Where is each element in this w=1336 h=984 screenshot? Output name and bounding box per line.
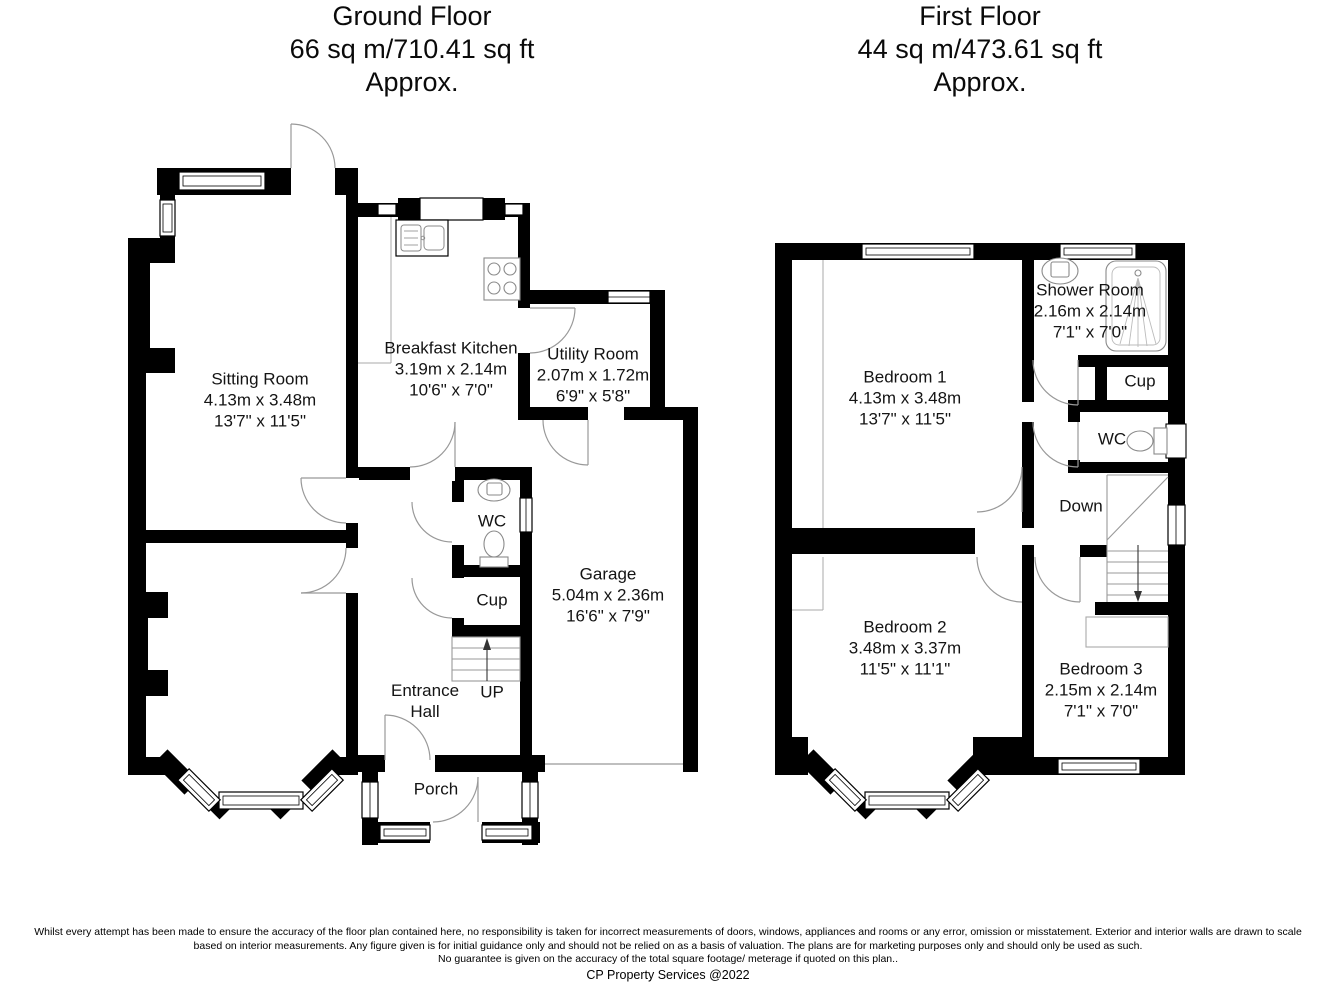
room-label-ground-cup: Cup [476, 590, 508, 610]
ground-floor-plan [128, 124, 698, 845]
room-label-breakfast-kitchen: Breakfast Kitchen 3.19m x 2.14m 10'6" x 7'0" [384, 338, 518, 400]
first-floor-title-name: First Floor [919, 1, 1041, 31]
room-label-up: UP [480, 682, 504, 702]
room-label-first-cup: Cup [1124, 371, 1156, 391]
disclaimer-footer [0, 926, 1336, 983]
room-label-garage: Garage 5.04m x 2.36m 16'6" x 7'9" [551, 564, 665, 626]
first-floor-area: 44 sq m/473.61 sq ft [857, 34, 1103, 64]
room-label-bedroom-2: Bedroom 2 3.48m x 3.37m 11'5" x 11'1" [848, 617, 962, 679]
room-label-ground-wc: WC [477, 511, 507, 531]
ground-floor-area: 66 sq m/710.41 sq ft [289, 34, 535, 64]
ground-walls [128, 168, 698, 845]
first-wc-fixtures [1127, 424, 1186, 458]
room-label-utility-room: Utility Room 2.07m x 1.72m 6'9" x 5'8" [536, 344, 650, 406]
room-label-first-wc: WC [1097, 429, 1127, 449]
room-label-bedroom-1: Bedroom 1 4.13m x 3.48m 13'7" x 11'5" [848, 367, 962, 429]
ground-floor-title-name: Ground Floor [332, 1, 492, 31]
first-floor-approx: Approx. [933, 67, 1027, 97]
disclaimer-line-1: Whilst every attempt has been made to ensure the accuracy of the floor plan contained here, no responsibility is taken for incorrect measurements of doors, windows, appliances and rooms or any error, omission or misstatement. Exterior and interior walls are drawn to scale [34, 926, 1302, 938]
stairs-up [452, 637, 520, 681]
first-detail-lines [792, 260, 823, 610]
kitchen-sink [396, 198, 505, 256]
kitchen-hob [484, 258, 520, 300]
ground-floor-approx: Approx. [365, 67, 459, 97]
first-floor-title [858, 0, 1103, 99]
room-label-down: Down [1059, 496, 1103, 516]
first-openings [808, 402, 1081, 776]
room-label-porch: Porch [413, 779, 459, 799]
ground-openings [148, 167, 624, 844]
room-label-entrance-hall: Entrance Hall [390, 681, 460, 721]
room-label-shower-room: Shower Room 2.16m x 2.14m 7'1" x 7'0" [1033, 280, 1147, 342]
ground-windows [160, 172, 650, 840]
credit-line: CP Property Services @2022 [586, 967, 750, 982]
room-label-sitting-room: Sitting Room 4.13m x 3.48m 13'7" x 11'5" [203, 369, 317, 431]
disclaimer-line-2: based on interior measurements. Any figure given is for initial guidance only and should not be relied on as a basis of valuation. The plans are for marketing purposes only and should only be used as such. [193, 939, 1143, 952]
disclaimer-line-3: No guarantee is given on the accuracy of the total square footage/ meterage if quoted on this plan.. [438, 953, 898, 965]
ground-floor-title [290, 0, 535, 99]
room-label-bedroom-3: Bedroom 3 2.15m x 2.14m 7'1" x 7'0" [1044, 659, 1158, 721]
